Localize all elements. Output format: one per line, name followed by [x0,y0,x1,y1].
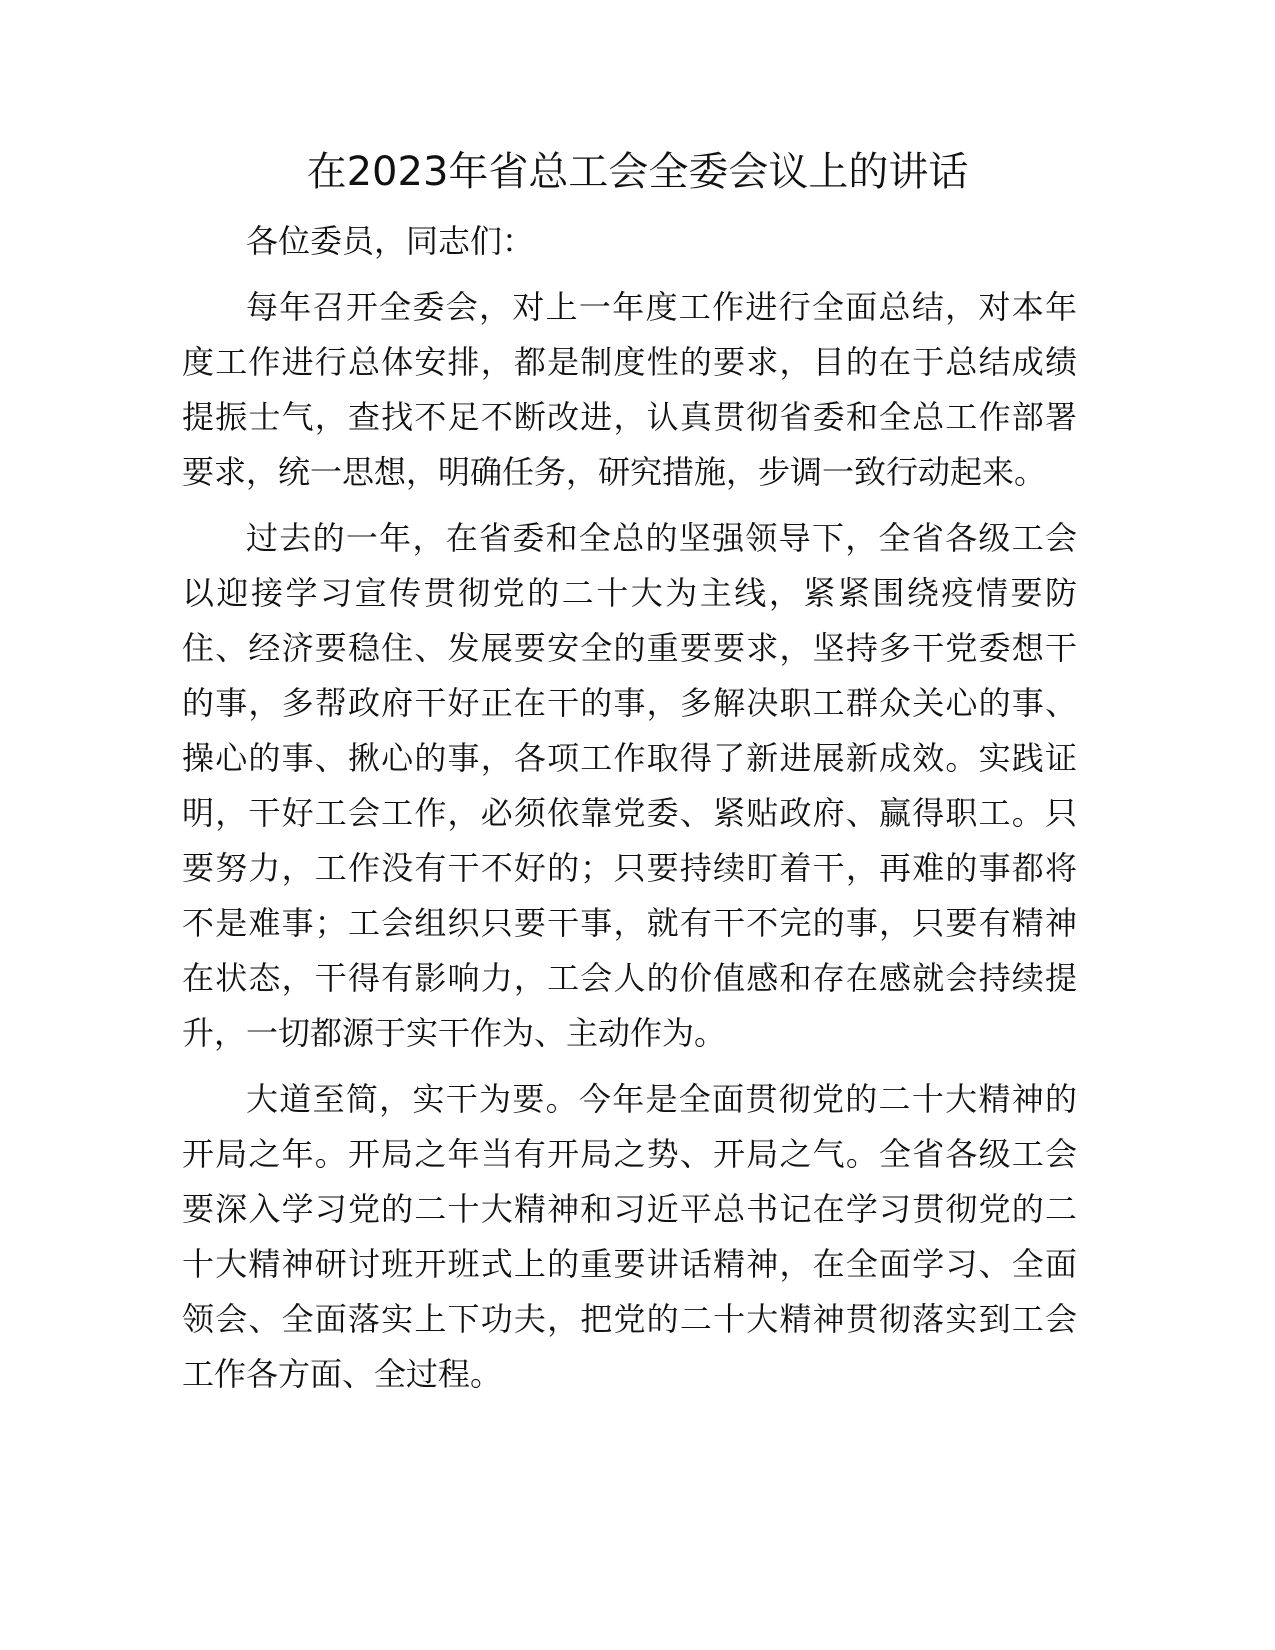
paragraph-3: 大道至简，实干为要。今年是全面贯彻党的二十大精神的开局之年。开局之年当有开局之势、开局之气。全省各级工会要深入学习党的二十大精神和习近平总书记在学习贯彻党的二十大精神研讨班开班式上的重要讲话精神，在全面学习、全面领会、全面落实上下功夫，把党的二十大精神贯彻落实到工会工作各方面、全过程。 [182,1080,1077,1393]
paragraph-2: 过去的一年，在省委和全总的坚强领导下，全省各级工会以迎接学习宣传贯彻党的二十大为主线，紧紧围绕疫情要防住、经济要稳住、发展要安全的重要要求，坚持多干党委想干的事，多帮政府干好正在干的事，多解决职工群众关心的事、操心的事、揪心的事，各项工作取得了新进展新成效。实践证明，干好工会工作，必须依靠党委、紧贴政府、赢得职工。只要努力，工作没有干不好的；只要持续盯着干，再难的事都将不是难事；工会组织只要干事，就有干不完的事，只要有精神在状态，干得有影响力，工会人的价值感和存在感就会持续提升，一切都源于实干作为、主动作为。 [182,519,1077,1052]
document-body [182,214,1077,1413]
salutation: 各位委员，同志们： [246,222,535,260]
document-title: 在2023年省总工会全委会议上的讲话 [306,149,969,195]
paragraph-1: 每年召开全委会，对上一年度工作进行全面总结，对本年度工作进行总体安排，都是制度性的要求，目的在于总结成绩提振士气，查找不足不断改进，认真贯彻省委和全总工作部署要求，统一思想，明确任务，研究措施，步调一致行动起来。 [182,288,1077,491]
